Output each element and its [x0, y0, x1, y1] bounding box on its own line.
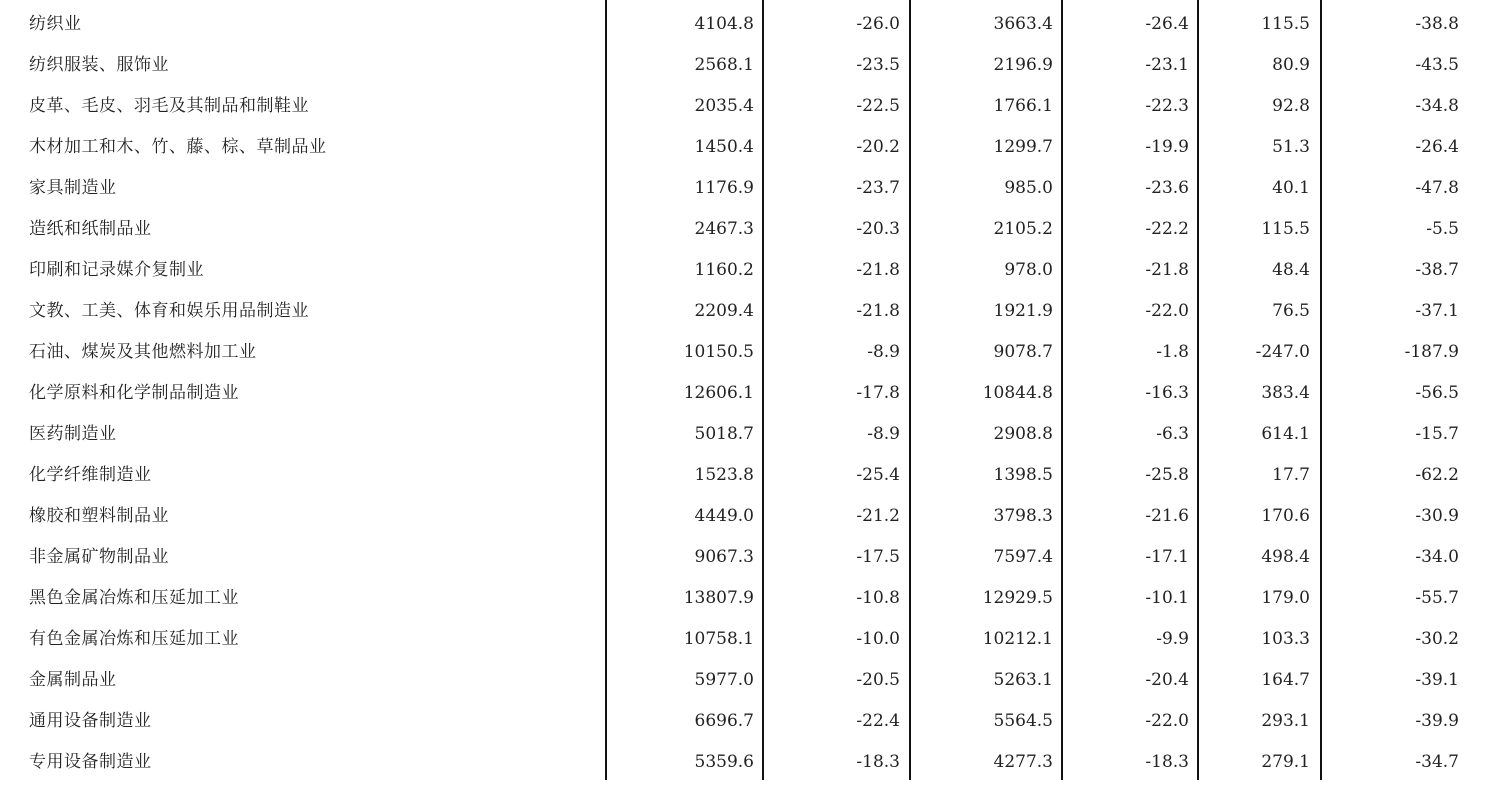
value-col-5: 115.5 — [1261, 219, 1310, 239]
value-col-2: -26.0 — [856, 14, 900, 34]
industry-name: 通用设备制造业 — [29, 711, 152, 731]
value-col-3: 985.0 — [1004, 178, 1053, 198]
table-row — [0, 410, 1494, 451]
value-col-5: 498.4 — [1261, 547, 1310, 567]
table-row — [0, 492, 1494, 533]
value-col-1: 2467.3 — [694, 219, 754, 239]
industry-name: 家具制造业 — [29, 178, 117, 198]
value-col-2: -17.5 — [856, 547, 900, 567]
value-col-1: 9067.3 — [694, 547, 754, 567]
value-col-6: -34.0 — [1415, 547, 1459, 567]
value-col-6: -62.2 — [1415, 465, 1459, 485]
value-col-2: -10.0 — [856, 629, 900, 649]
value-col-2: -8.9 — [867, 342, 900, 362]
value-col-1: 10758.1 — [683, 629, 754, 649]
value-col-3: 1299.7 — [993, 137, 1053, 157]
industry-name: 纺织服装、服饰业 — [29, 55, 169, 75]
value-col-6: -37.1 — [1415, 301, 1459, 321]
value-col-1: 4449.0 — [694, 506, 754, 526]
value-col-3: 5263.1 — [993, 670, 1053, 690]
value-col-5: 383.4 — [1261, 383, 1310, 403]
value-col-3: 2105.2 — [993, 219, 1053, 239]
value-col-6: -34.7 — [1415, 752, 1459, 772]
value-col-2: -23.7 — [856, 178, 900, 198]
value-col-2: -10.8 — [856, 588, 900, 608]
value-col-1: 1160.2 — [694, 260, 754, 280]
value-col-4: -19.9 — [1145, 137, 1189, 157]
value-col-5: 92.8 — [1272, 96, 1310, 116]
value-col-3: 10844.8 — [982, 383, 1053, 403]
value-col-5: 170.6 — [1261, 506, 1310, 526]
value-col-4: -9.9 — [1156, 629, 1189, 649]
value-col-2: -22.5 — [856, 96, 900, 116]
table-row — [0, 0, 1494, 41]
value-col-6: -34.8 — [1415, 96, 1459, 116]
industry-name: 橡胶和塑料制品业 — [29, 506, 169, 526]
table-row — [0, 533, 1494, 574]
value-col-4: -21.8 — [1145, 260, 1189, 280]
value-col-6: -30.2 — [1415, 629, 1459, 649]
value-col-3: 1766.1 — [993, 96, 1053, 116]
value-col-2: -23.5 — [856, 55, 900, 75]
table-row — [0, 41, 1494, 82]
table-row — [0, 246, 1494, 287]
value-col-2: -20.3 — [856, 219, 900, 239]
value-col-3: 3798.3 — [993, 506, 1053, 526]
value-col-2: -18.3 — [856, 752, 900, 772]
value-col-5: 51.3 — [1272, 137, 1310, 157]
value-col-4: -16.3 — [1145, 383, 1189, 403]
industry-name: 金属制品业 — [29, 670, 117, 690]
value-col-1: 12606.1 — [683, 383, 754, 403]
table-row — [0, 82, 1494, 123]
value-col-4: -17.1 — [1145, 547, 1189, 567]
value-col-6: -38.7 — [1415, 260, 1459, 280]
industry-name: 非金属矿物制品业 — [29, 547, 169, 567]
value-col-4: -25.8 — [1145, 465, 1189, 485]
industry-name: 石油、煤炭及其他燃料加工业 — [29, 342, 257, 362]
value-col-2: -17.8 — [856, 383, 900, 403]
value-col-2: -20.5 — [856, 670, 900, 690]
value-col-5: 164.7 — [1261, 670, 1310, 690]
industry-name: 纺织业 — [29, 14, 82, 34]
table-row — [0, 123, 1494, 164]
value-col-2: -21.8 — [856, 301, 900, 321]
value-col-4: -21.6 — [1145, 506, 1189, 526]
value-col-6: -43.5 — [1415, 55, 1459, 75]
industry-name: 文教、工美、体育和娱乐用品制造业 — [29, 301, 309, 321]
industry-name: 木材加工和木、竹、藤、棕、草制品业 — [29, 137, 327, 157]
value-col-1: 2035.4 — [694, 96, 754, 116]
value-col-4: -22.2 — [1145, 219, 1189, 239]
value-col-1: 1523.8 — [694, 465, 754, 485]
value-col-3: 978.0 — [1004, 260, 1053, 280]
industry-name: 黑色金属冶炼和压延加工业 — [29, 588, 239, 608]
value-col-2: -25.4 — [856, 465, 900, 485]
value-col-6: -187.9 — [1404, 342, 1459, 362]
value-col-4: -22.0 — [1145, 301, 1189, 321]
value-col-1: 6696.7 — [694, 711, 754, 731]
value-col-5: -247.0 — [1255, 342, 1310, 362]
value-col-5: 40.1 — [1272, 178, 1310, 198]
value-col-1: 5977.0 — [694, 670, 754, 690]
table-row — [0, 656, 1494, 697]
table-row — [0, 451, 1494, 492]
industry-name: 有色金属冶炼和压延加工业 — [29, 629, 239, 649]
value-col-6: -55.7 — [1415, 588, 1459, 608]
value-col-3: 9078.7 — [993, 342, 1053, 362]
value-col-6: -47.8 — [1415, 178, 1459, 198]
value-col-2: -22.4 — [856, 711, 900, 731]
value-col-1: 5359.6 — [694, 752, 754, 772]
value-col-3: 1921.9 — [993, 301, 1053, 321]
value-col-4: -10.1 — [1145, 588, 1189, 608]
value-col-4: -1.8 — [1156, 342, 1189, 362]
table-row — [0, 697, 1494, 738]
industry-name: 造纸和纸制品业 — [29, 219, 152, 239]
value-col-3: 10212.1 — [982, 629, 1053, 649]
table-row — [0, 328, 1494, 369]
value-col-3: 2908.8 — [993, 424, 1053, 444]
value-col-4: -26.4 — [1145, 14, 1189, 34]
industry-name: 专用设备制造业 — [29, 752, 152, 772]
value-col-5: 103.3 — [1261, 629, 1310, 649]
table-row — [0, 615, 1494, 656]
value-col-5: 115.5 — [1261, 14, 1310, 34]
value-col-2: -8.9 — [867, 424, 900, 444]
value-col-1: 10150.5 — [683, 342, 754, 362]
value-col-3: 5564.5 — [993, 711, 1053, 731]
value-col-3: 2196.9 — [993, 55, 1053, 75]
value-col-5: 80.9 — [1272, 55, 1310, 75]
value-col-4: -18.3 — [1145, 752, 1189, 772]
value-col-6: -39.1 — [1415, 670, 1459, 690]
value-col-1: 1450.4 — [694, 137, 754, 157]
value-col-6: -5.5 — [1426, 219, 1459, 239]
table-row — [0, 164, 1494, 205]
value-col-2: -21.8 — [856, 260, 900, 280]
value-col-5: 179.0 — [1261, 588, 1310, 608]
value-col-5: 614.1 — [1261, 424, 1310, 444]
value-col-4: -23.6 — [1145, 178, 1189, 198]
value-col-6: -38.8 — [1415, 14, 1459, 34]
value-col-5: 279.1 — [1261, 752, 1310, 772]
industry-name: 印刷和记录媒介复制业 — [29, 260, 204, 280]
value-col-3: 12929.5 — [982, 588, 1053, 608]
value-col-2: -20.2 — [856, 137, 900, 157]
value-col-2: -21.2 — [856, 506, 900, 526]
value-col-1: 1176.9 — [694, 178, 754, 198]
value-col-6: -30.9 — [1415, 506, 1459, 526]
industry-name: 化学原料和化学制品制造业 — [29, 383, 239, 403]
value-col-3: 4277.3 — [993, 752, 1053, 772]
value-col-5: 293.1 — [1261, 711, 1310, 731]
value-col-5: 48.4 — [1272, 260, 1310, 280]
value-col-6: -26.4 — [1415, 137, 1459, 157]
value-col-1: 5018.7 — [694, 424, 754, 444]
value-col-4: -6.3 — [1156, 424, 1189, 444]
value-col-4: -22.3 — [1145, 96, 1189, 116]
value-col-4: -23.1 — [1145, 55, 1189, 75]
table-row — [0, 369, 1494, 410]
value-col-4: -22.0 — [1145, 711, 1189, 731]
value-col-6: -56.5 — [1415, 383, 1459, 403]
table-row — [0, 574, 1494, 615]
value-col-5: 17.7 — [1272, 465, 1310, 485]
value-col-1: 2209.4 — [694, 301, 754, 321]
value-col-6: -15.7 — [1415, 424, 1459, 444]
value-col-3: 3663.4 — [993, 14, 1053, 34]
value-col-1: 4104.8 — [694, 14, 754, 34]
value-col-6: -39.9 — [1415, 711, 1459, 731]
value-col-3: 1398.5 — [993, 465, 1053, 485]
industry-name: 皮革、毛皮、羽毛及其制品和制鞋业 — [29, 96, 309, 116]
value-col-1: 2568.1 — [694, 55, 754, 75]
value-col-4: -20.4 — [1145, 670, 1189, 690]
value-col-5: 76.5 — [1272, 301, 1310, 321]
value-col-3: 7597.4 — [993, 547, 1053, 567]
table-row — [0, 205, 1494, 246]
table-row — [0, 287, 1494, 328]
value-col-1: 13807.9 — [683, 588, 754, 608]
table-row — [0, 738, 1494, 779]
industry-name: 化学纤维制造业 — [29, 465, 152, 485]
industry-name: 医药制造业 — [29, 424, 117, 444]
